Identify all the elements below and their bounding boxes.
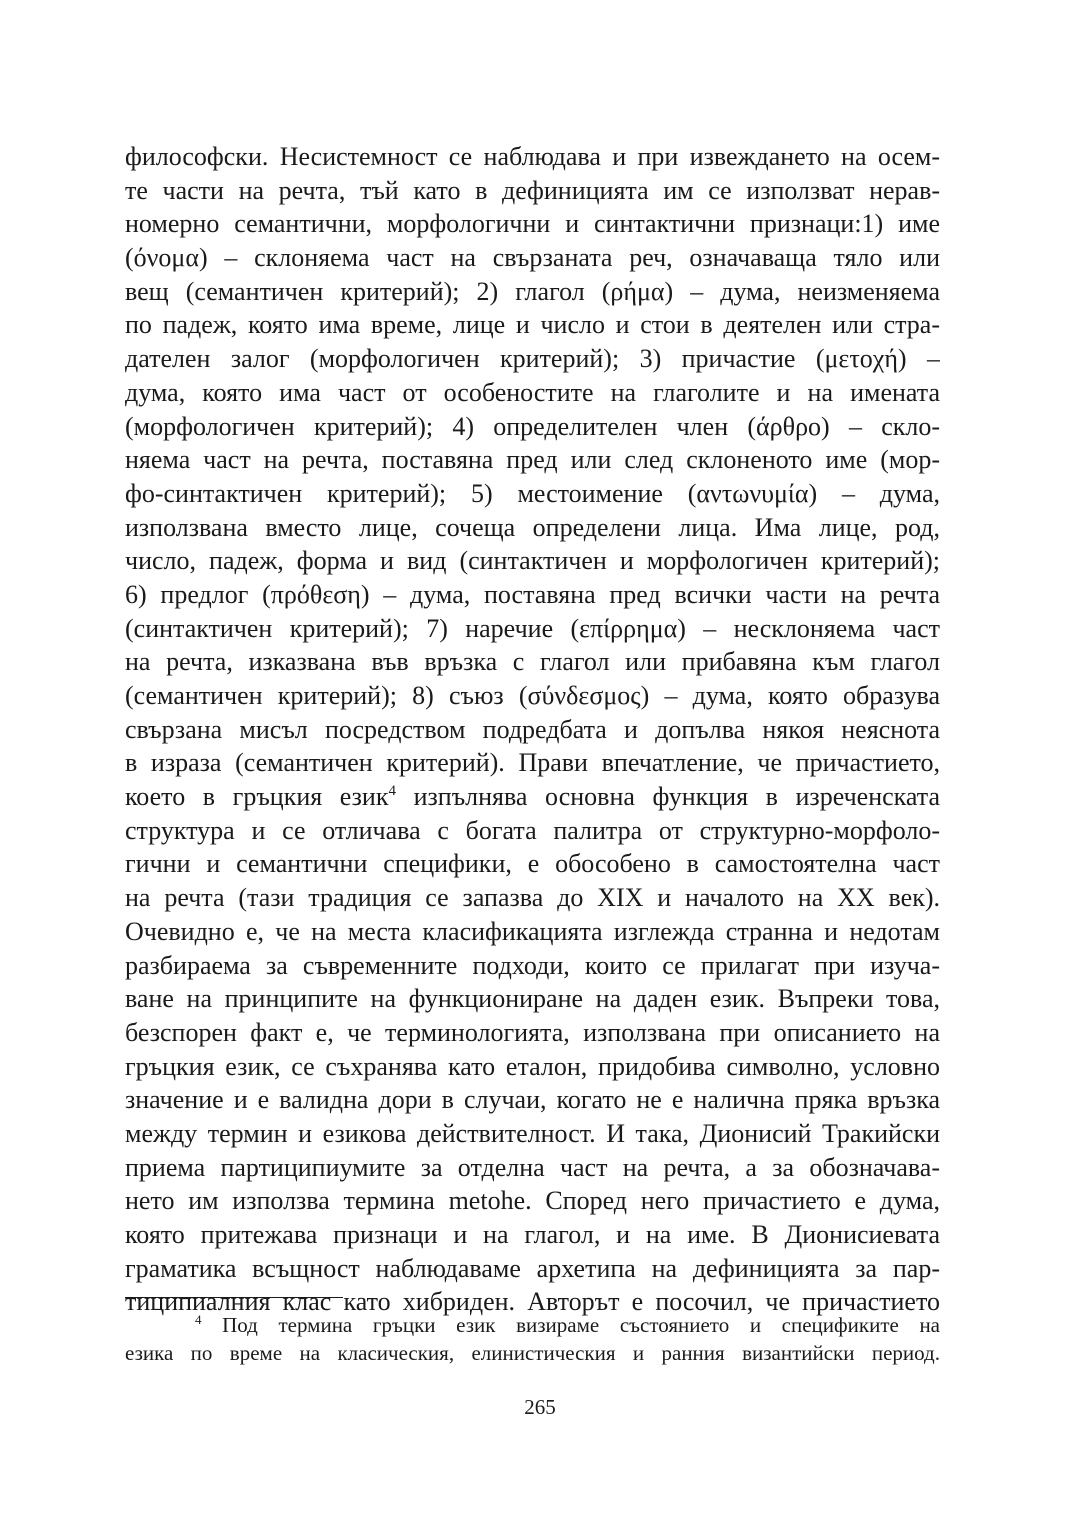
text-line: значение и е валидна дори в случаи, когато не е налична пряка връзка (125, 1085, 940, 1115)
text-line: (όνομα) – склоняема част на свързаната реч, означаваща тяло или (125, 243, 940, 273)
footnote-reference[interactable]: 4 (388, 783, 396, 800)
text-line: по падеж, която има време, лице и число и стои в деятелен или стра- (125, 310, 940, 340)
footnote-text: Под термина гръцки език визираме състоянието и спецификите на (201, 1313, 940, 1337)
text-line: (морфологичен критерий); 4) определителен член (άρθρο) – скло- (125, 411, 940, 441)
footnote-line (125, 1312, 940, 1340)
page-number: 265 (524, 1395, 556, 1419)
text-line: ване на принципите на функциониране на даден език. Въпреки това, (125, 984, 940, 1014)
text-line: граматика всъщност наблюдаваме архетипа на дефиницията за пар- (125, 1253, 940, 1283)
text-line-with-footnote-ref (125, 780, 940, 814)
text-line: философски. Несистемност се наблюдава и при извеждането на осем- (125, 142, 940, 171)
text-line: вещ (семантичен критерий); 2) глагол (ρήμα) – дума, неизменяема (125, 276, 940, 306)
text-line: число, падеж, форма и вид (синтактичен и морфологичен критерий); (125, 546, 940, 576)
text-line: свързана мисъл посредством подредбата и допълва някоя неяснота (125, 714, 940, 744)
main-text (125, 140, 940, 1319)
text-line: фо-синтактичен критерий); 5) местоимение (αντωνυμία) – дума, (125, 478, 940, 508)
text-fragment: което в гръцкия език (125, 782, 389, 812)
text-line: 6) предлог (πρόθεση) – дума, поставяна пред всички части на речта (125, 579, 940, 609)
text-line: (синтактичен критерий); 7) наречие (επίρρημα) – несклоняема част (125, 613, 940, 643)
footnote (125, 1312, 940, 1367)
footnote-divider (125, 1297, 343, 1298)
text-line: на речта (тази традиция се запазва до XIX и началото на XX век). (125, 883, 940, 913)
text-line: която притежава признаци и на глагол, и на име. В Дионисиевата (125, 1220, 940, 1249)
text-line: гръцкия език, се съхранява като еталон, придобива символно, условно (125, 1051, 940, 1081)
text-line: номерно семантични, морфологични и синтактични признаци:1) име (125, 209, 940, 239)
text-line: нето им използва термина metohe. Според него причастието е дума, (125, 1186, 940, 1216)
text-line: те части на речта, тъй като в дефиницията им се използват нерав- (125, 175, 940, 205)
text-line: гични и семантични специфики, е обособено в самостоятелна част (125, 849, 940, 879)
text-line: дума, която има част от особеностите на глаголите и на имената (125, 377, 940, 407)
text-line: в израза (семантичен критерий). Прави впечатление, че причастието, (125, 748, 940, 778)
text-line: (семантичен критерий); 8) съюз (σύνδεσμος) – дума, която образува (125, 681, 940, 710)
text-line: структура и се отличава с богата палитра от структурно-морфоло- (125, 815, 940, 845)
text-line: тиципиалния клас като хибриден. Авторът е посочил, че причастието (125, 1287, 940, 1317)
footnote-line: езика по време на класическия, елинистическия и ранния византийски период. (125, 1340, 940, 1365)
text-line: Очевидно е, че на места класификацията изглежда странна и недотам (125, 916, 940, 946)
text-line: дателен залог (морфологичен критерий); 3) причастие (μετοχή) – (125, 344, 940, 374)
footnote-marker: 4 (195, 1312, 202, 1327)
text-line: между термин и езикова действителност. И така, Дионисий Тракийски (125, 1118, 940, 1148)
text-line: няема част на речта, поставяна пред или след склоненото име (мор- (125, 445, 940, 475)
text-line: разбираема за съвременните подходи, които се прилагат при изуча- (125, 950, 940, 980)
text-line: приема партиципиумите за отделна част на речта, а за обозначава- (125, 1152, 940, 1182)
text-line: използвана вместо лице, сочеща определени лица. Има лице, род, (125, 512, 940, 542)
text-line: на речта, изказвана във връзка с глагол или прибавяна към глагол (125, 647, 940, 677)
text-fragment: изпълнява основна функция в изреченската (395, 782, 940, 812)
text-line: безспорен факт е, че терминологията, използвана при описанието на (125, 1017, 940, 1047)
